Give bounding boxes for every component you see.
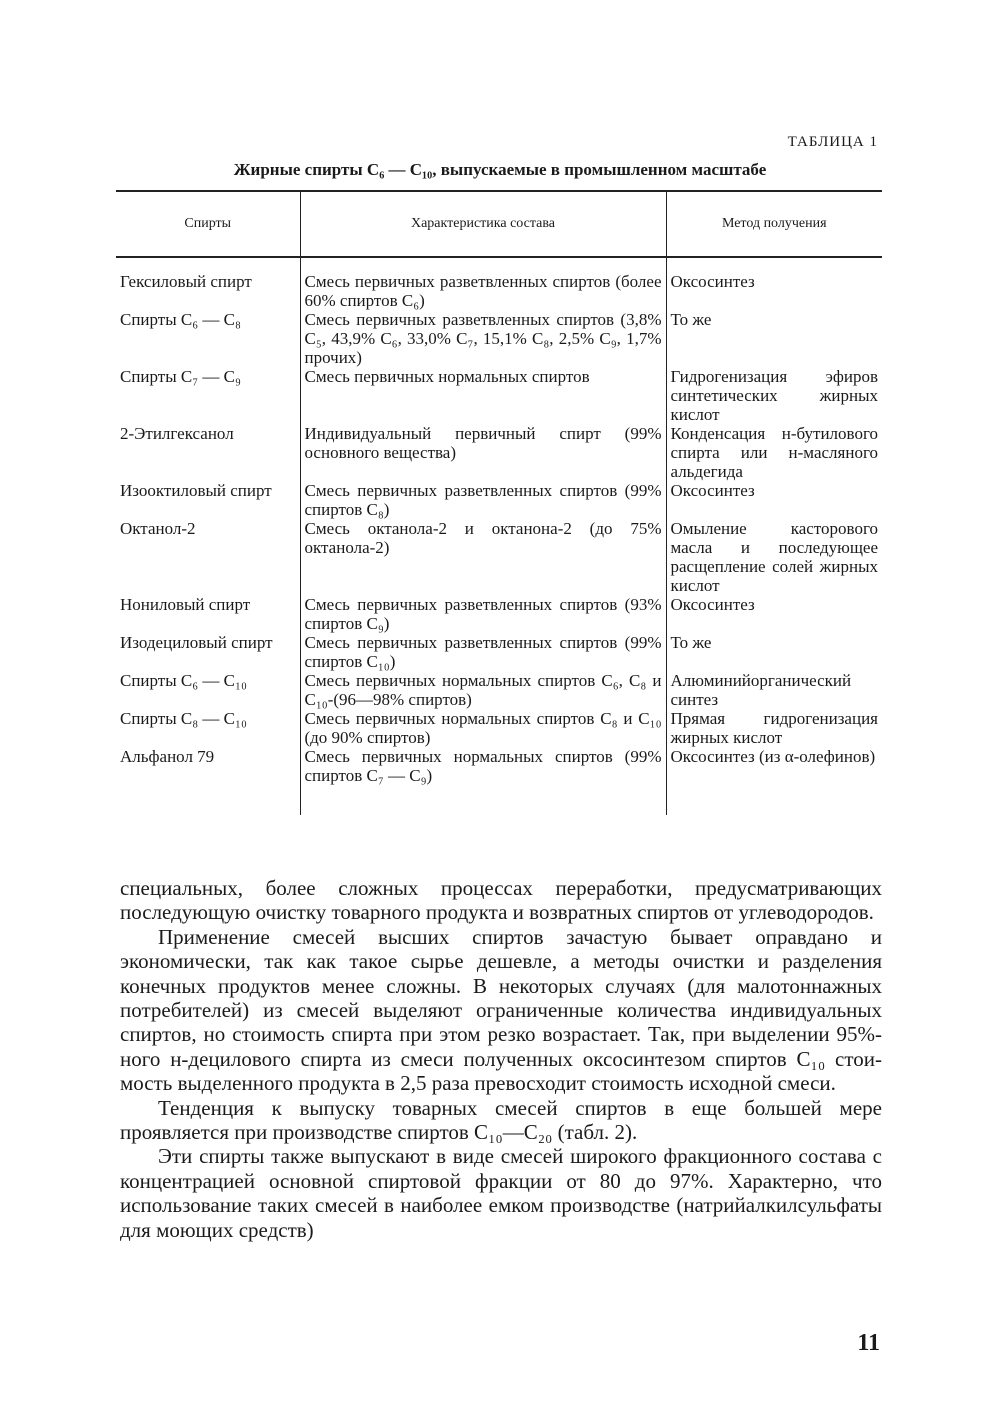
composition-cell: Смесь первичных нормальных спиртов C₆, C₈ и C₁₀-(96—98% спиртов) (300, 671, 666, 709)
header-method: Метод получения (666, 191, 882, 257)
method-cell: Конденсация н-бутилового спирта или н-масляного альдегида (670, 424, 878, 481)
composition-cell: Смесь первичных разветвленных спиртов (93% спиртов C₉) (300, 595, 666, 633)
method-cell: Оксосинтез (из α-олефинов) (670, 747, 876, 766)
method-cell: Алюминийорганический синтез (670, 671, 852, 709)
paragraph: Тенденция к выпуску товарных смесей спиртов в еще большей мере проявляется при производстве спиртов C₁₀—C₂₀ (табл. 2). (120, 1095, 882, 1145)
table-header-row (116, 191, 882, 257)
composition-cell: Смесь первичных разветвленных спиртов (3,8% C₅, 43,9% C₆, 33,0% C₇, 15,1% C₈, 2,5% C₉, 1,7% прочих) (300, 310, 666, 367)
table-row (116, 633, 882, 671)
body-text (120, 876, 882, 1242)
table-spacer-row (116, 257, 882, 272)
table-row (116, 272, 882, 310)
alcohol-name: Спирты C₇ — C₉ (120, 367, 241, 386)
alcohols-table (116, 190, 882, 815)
composition-cell: Смесь первичных разветвленных спиртов (более 60% спиртов C₆) (300, 272, 666, 310)
alcohol-name: 2-Этилгексанол (120, 424, 234, 443)
table-row (116, 671, 882, 709)
paragraph: Применение смесей высших спиртов зачастую бывает оправдано и экономически, так как такое сырье дешевле, а методы очистки и разделения конечных продуктов менее сложны. В некоторых случаях (для малотоннажных потребителей) из смесей выделяют ограниченные количества индивидуальных спиртов, но стоимость спирта при этом резко возрастает. Так, при выделении 95%-ного н-децилового спирта из смеси полученных оксосинтезом спиртов C₁₀ стоимость выделенного продукта в 2,5 раза превосходит стоимость исходной смеси. (120, 924, 882, 1096)
method-cell: Прямая гидрогенизация жирных кислот (670, 709, 878, 747)
page-number: 11 (857, 1330, 880, 1356)
alcohol-name: Спирты C₆ — C₈ (120, 310, 241, 329)
table-title: Жирные спирты C₆ — C₁₀, выпускаемые в промышленном масштабе (233, 160, 767, 179)
method-cell: То же (670, 633, 712, 652)
composition-cell: Смесь первичных нормальных спиртов C₈ и C₁₀ (до 90% спиртов) (300, 709, 666, 747)
header-composition: Характеристика состава (300, 191, 666, 257)
alcohol-name: Изооктиловый спирт (120, 481, 272, 500)
composition-cell: Смесь первичных нормальных спиртов (99% спиртов C₇ — C₉) (300, 747, 666, 815)
table-row (116, 709, 882, 747)
composition-cell: Смесь октанола-2 и октанона-2 (до 75% октанола-2) (300, 519, 666, 595)
table-row (116, 310, 882, 367)
table-row (116, 367, 882, 424)
alcohol-name: Спирты C₈ — C₁₀ (120, 709, 247, 728)
method-cell: Оксосинтез (670, 481, 755, 500)
alcohol-name: Гексиловый спирт (120, 272, 252, 291)
alcohol-name: Изодециловый спирт (120, 633, 273, 652)
method-cell: Омыление касторового масла и последующее расщепление солей жирных кислот (670, 519, 878, 595)
paragraph: Эти спирты также выпускают в виде смесей широкого фракционного состава с концентрацией основной спиртовой фракции от 80 до 97%. Характерно, что использование таких смесей в наиболее емком производстве (натрийалкилсульфаты для моющих средств) (120, 1144, 882, 1242)
paragraph: специальных, более сложных процессах переработки, предусматривающих последующую очистку товарного продукта и возвратных спиртов от углеводородов. (120, 876, 882, 925)
table-row (116, 424, 882, 481)
method-cell: То же (670, 310, 712, 329)
table-row (116, 747, 882, 815)
alcohol-name: Альфанол 79 (120, 747, 215, 766)
composition-cell: Смесь первичных разветвленных спиртов (99% спиртов C₁₀) (300, 633, 666, 671)
method-cell: Оксосинтез (670, 272, 755, 291)
table-label: ТАБЛИЦА 1 (787, 134, 878, 150)
method-cell: Гидрогенизация эфиров синтетических жирных кислот (670, 367, 878, 424)
table-row (116, 481, 882, 519)
method-cell: Оксосинтез (670, 595, 755, 614)
composition-cell: Смесь первичных нормальных спиртов (300, 367, 666, 424)
table-row (116, 519, 882, 595)
alcohol-name: Октанол-2 (120, 519, 196, 538)
alcohol-name: Нониловый спирт (120, 595, 251, 614)
table-row (116, 595, 882, 633)
header-alcohols: Спирты (116, 191, 300, 257)
composition-cell: Смесь первичных разветвленных спиртов (99% спиртов C₈) (300, 481, 666, 519)
alcohol-name: Спирты C₆ — C₁₀ (120, 671, 247, 690)
composition-cell: Индивидуальный первичный спирт (99% основного вещества) (300, 424, 666, 481)
